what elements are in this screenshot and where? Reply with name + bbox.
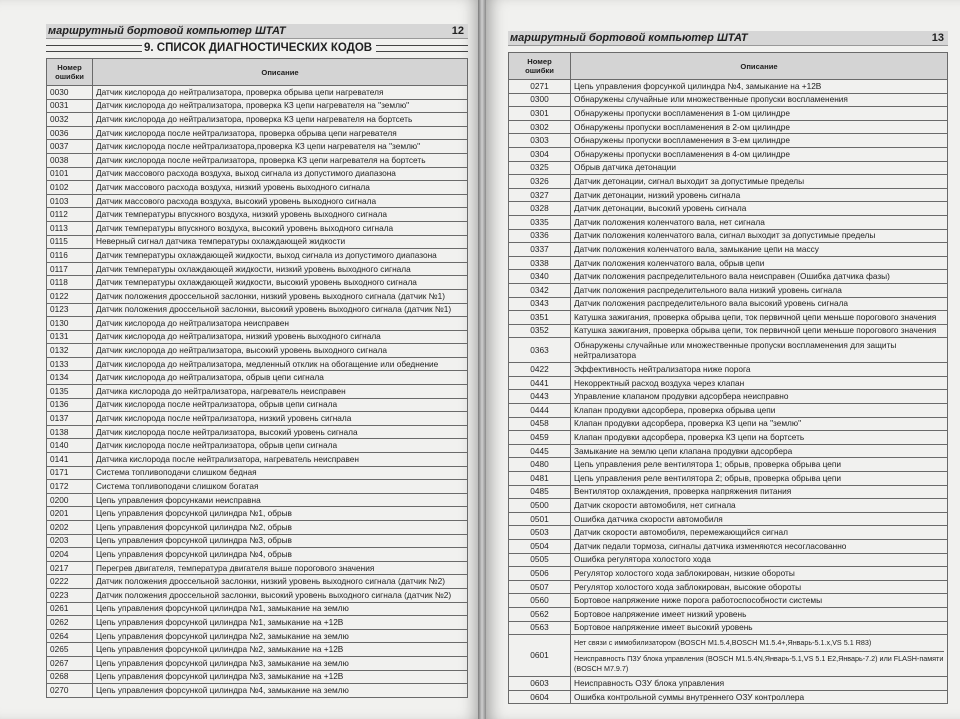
error-description: Датчик положения дроссельной заслонки, низкий уровень выходного сигнала (датчик №2) (93, 575, 468, 589)
col-desc-header: Описание (93, 59, 468, 86)
error-description: Цепь управления форсункой цилиндра №3, замыкание на землю (93, 656, 468, 670)
table-row (47, 371, 468, 385)
table-row (47, 656, 468, 670)
error-code: 0340 (509, 270, 571, 284)
error-description: Датчик кислорода после нейтрализатора, высокий уровень сигнала (93, 425, 468, 439)
error-code: 0031 (47, 99, 93, 113)
error-code: 0603 (509, 677, 571, 691)
table-row (47, 262, 468, 276)
error-code: 0441 (509, 376, 571, 390)
error-description: Цепь управления форсункой цилиндра №4, обрыв (93, 548, 468, 562)
table-row (509, 621, 948, 635)
error-code: 0459 (509, 431, 571, 445)
table-row (47, 344, 468, 358)
error-description: Датчик температуры охлаждающей жидкости, низкий уровень выходного сигнала (93, 262, 468, 276)
error-description: Датчик температуры охлаждающей жидкости, высокий уровень выходного сигнала (93, 276, 468, 290)
table-row (47, 140, 468, 154)
error-description: Система топливоподачи слишком бедная (93, 466, 468, 480)
table-row (509, 297, 948, 311)
col-code-header: Номер ошибки (509, 53, 571, 80)
error-code: 0505 (509, 553, 571, 567)
error-code: 0036 (47, 126, 93, 140)
header-title: маршрутный бортовой компьютер ШТАТ (48, 25, 286, 37)
error-description: Цепь управления форсункой цилиндра №2, замыкание на землю (93, 629, 468, 643)
table-row (509, 417, 948, 431)
error-code: 0204 (47, 548, 93, 562)
error-description: Датчик кислорода до нейтрализатора, проверка обрыва цепи нагревателя (93, 86, 468, 100)
codes-table-left (46, 58, 468, 698)
error-code: 0223 (47, 588, 93, 602)
error-description: Датчик кислорода до нейтрализатора, низкий уровень выходного сигнала (93, 330, 468, 344)
table-row (47, 439, 468, 453)
error-code: 0118 (47, 276, 93, 290)
error-code: 0112 (47, 208, 93, 222)
table-row (47, 181, 468, 195)
table-row (509, 512, 948, 526)
table-row (47, 575, 468, 589)
table-row (47, 235, 468, 249)
error-code: 0601 (509, 635, 571, 677)
table-row (47, 534, 468, 548)
error-description: Цепь управления форсунками неисправна (93, 493, 468, 507)
table-row (47, 588, 468, 602)
error-code: 0300 (509, 93, 571, 107)
table-row (47, 684, 468, 698)
table-row (47, 167, 468, 181)
error-description: Датчик температуры охлаждающей жидкости, выход сигнала из допустимого диапазона (93, 249, 468, 263)
table-row (47, 113, 468, 127)
error-description: Обнаружены случайные или множественные пропуски воспламенения (571, 93, 948, 107)
error-code: 0563 (509, 621, 571, 635)
error-description: Цепь управления форсункой цилиндра №4, замыкание на +12В (571, 80, 948, 94)
table-row (47, 153, 468, 167)
error-description-line: Неисправность ПЗУ блока управления (BOSCH M1.5.4N,Январь-5.1,VS 5.1 E2,Январь-7.2) или FLASH-памяти (BOSCH M7.9.7) (574, 654, 944, 674)
error-code: 0337 (509, 243, 571, 257)
error-description: Датчик положения дроссельной заслонки, низкий уровень выходного сигнала (датчик №1) (93, 289, 468, 303)
error-code: 0506 (509, 567, 571, 581)
error-code: 0201 (47, 507, 93, 521)
table-row (47, 276, 468, 290)
error-code: 0102 (47, 181, 93, 195)
error-description: Датчик детонации, низкий уровень сигнала (571, 188, 948, 202)
table-row (509, 485, 948, 499)
error-code: 0123 (47, 303, 93, 317)
error-description: Датчик кислорода после нейтрализатора, обрыв цепи сигнала (93, 439, 468, 453)
error-description: Регулятор холостого хода заблокирован, высокие обороты (571, 580, 948, 594)
error-code: 0202 (47, 521, 93, 535)
error-code: 0261 (47, 602, 93, 616)
error-description: Замыкание на землю цепи клапана продувки адсорбера (571, 444, 948, 458)
section-rule-left (46, 45, 142, 52)
error-description: Датчик кислорода после нейтрализатора,проверка КЗ цепи нагревателя на "землю" (93, 140, 468, 154)
error-description: Датчик положения коленчатого вала, сигнал выходит за допустимые пределы (571, 229, 948, 243)
table-row (509, 594, 948, 608)
table-row (509, 580, 948, 594)
error-code: 0264 (47, 629, 93, 643)
table-row (47, 521, 468, 535)
error-code: 0327 (509, 188, 571, 202)
error-code: 0270 (47, 684, 93, 698)
error-code: 0560 (509, 594, 571, 608)
error-code: 0458 (509, 417, 571, 431)
table-row (509, 338, 948, 363)
error-code: 0134 (47, 371, 93, 385)
error-description: Обнаружены пропуски воспламенения в 1-ом цилиндре (571, 107, 948, 121)
table-row (509, 80, 948, 94)
error-description: Клапан продувки адсорбера, проверка КЗ цепи на "землю" (571, 417, 948, 431)
error-description: Ошибка регулятора холостого хода (571, 553, 948, 567)
error-description: Датчик кислорода до нейтрализатора, высокий уровень выходного сигнала (93, 344, 468, 358)
table-row (47, 548, 468, 562)
error-code: 0338 (509, 256, 571, 270)
error-description: Датчик кислорода до нейтрализатора неисправен (93, 317, 468, 331)
error-code: 0443 (509, 390, 571, 404)
error-code: 0422 (509, 363, 571, 377)
table-row (47, 493, 468, 507)
table-row (47, 398, 468, 412)
table-row (47, 86, 468, 100)
error-code: 0037 (47, 140, 93, 154)
error-description: Вентилятор охлаждения, проверка напряжения питания (571, 485, 948, 499)
error-description: Датчик положения распределительного вала низкий уровень сигнала (571, 283, 948, 297)
table-row (47, 453, 468, 467)
error-description: Бортовое напряжение имеет низкий уровень (571, 607, 948, 621)
error-code: 0131 (47, 330, 93, 344)
error-description: Эффективность нейтрализатора ниже порога (571, 363, 948, 377)
error-description: Регулятор холостого хода заблокирован, низкие обороты (571, 567, 948, 581)
table-row (509, 404, 948, 418)
left-page (0, 0, 478, 719)
error-code: 0140 (47, 439, 93, 453)
header-title: маршрутный бортовой компьютер ШТАТ (510, 32, 748, 44)
error-code: 0363 (509, 338, 571, 363)
error-code: 0485 (509, 485, 571, 499)
error-code: 0222 (47, 575, 93, 589)
error-code: 0265 (47, 643, 93, 657)
table-row (509, 458, 948, 472)
error-code: 0326 (509, 175, 571, 189)
table-row (47, 670, 468, 684)
error-description: Датчик кислорода до нейтрализатора, проверка КЗ цепи нагревателя на бортсеть (93, 113, 468, 127)
page-header (46, 24, 468, 39)
table-row (47, 616, 468, 630)
error-code: 0481 (509, 472, 571, 486)
error-code: 0504 (509, 540, 571, 554)
table-row (509, 229, 948, 243)
error-description: Датчик детонации, сигнал выходит за допустимые пределы (571, 175, 948, 189)
error-description: Датчик кислорода до нейтрализатора, обрыв цепи сигнала (93, 371, 468, 385)
error-description: Датчик кислорода до нейтрализатора, проверка КЗ цепи нагревателя на "землю" (93, 99, 468, 113)
error-code: 0030 (47, 86, 93, 100)
error-description: Клапан продувки адсорбера, проверка КЗ цепи на бортсеть (571, 431, 948, 445)
error-description: Датчик положения дроссельной заслонки, высокий уровень выходного сигнала (датчик №2) (93, 588, 468, 602)
error-description: Датчик массового расхода воздуха, высокий уровень выходного сигнала (93, 194, 468, 208)
table-header-row (509, 53, 948, 80)
error-description: Датчик массового расхода воздуха, выход сигнала из допустимого диапазона (93, 167, 468, 181)
error-code: 0352 (509, 324, 571, 338)
error-code: 0117 (47, 262, 93, 276)
table-row (47, 303, 468, 317)
table-row (47, 629, 468, 643)
table-row (47, 208, 468, 222)
error-description: Датчик скорости автомобиля, нет сигнала (571, 499, 948, 513)
table-row (509, 376, 948, 390)
error-description: Некорректный расход воздуха через клапан (571, 376, 948, 390)
error-description-line: Нет связи с иммобилизатором (BOSCH M1.5.4,BOSCH M1.5.4+,Январь-5.1.x,VS 5.1 R83) (574, 635, 944, 652)
table-row (509, 147, 948, 161)
error-description: Датчик положения распределительного вала неисправен (Ошибка датчика фазы) (571, 270, 948, 284)
error-code: 0604 (509, 690, 571, 704)
table-header-row (47, 59, 468, 86)
error-description: Неверный сигнал датчика температуры охлаждающей жидкости (93, 235, 468, 249)
error-description: Датчик кислорода после нейтрализатора, проверка КЗ цепи нагревателя на бортсеть (93, 153, 468, 167)
error-description: Датчик положения коленчатого вала, нет сигнала (571, 215, 948, 229)
error-description: Ошибка датчика скорости автомобиля (571, 512, 948, 526)
error-description: Обнаружены случайные или множественные пропуски воспламенения для защиты нейтрализатора (571, 338, 948, 363)
error-code: 0267 (47, 656, 93, 670)
error-description: Катушка зажигания, проверка обрыва цепи, ток первичной цепи меньше порогового значения (571, 311, 948, 325)
table-row (47, 194, 468, 208)
table-row (509, 540, 948, 554)
table-row (47, 289, 468, 303)
error-code: 0171 (47, 466, 93, 480)
error-code: 0141 (47, 453, 93, 467)
error-description: Система топливоподачи слишком богатая (93, 480, 468, 494)
error-code: 0130 (47, 317, 93, 331)
error-description: Цепь управления форсункой цилиндра №2, обрыв (93, 521, 468, 535)
error-description: Датчик положения распределительного вала высокий уровень сигнала (571, 297, 948, 311)
table-row (509, 444, 948, 458)
error-code: 0302 (509, 120, 571, 134)
table-row (509, 472, 948, 486)
error-code: 0500 (509, 499, 571, 513)
error-description: Цепь управления реле вентилятора 1; обрыв, проверка обрыва цепи (571, 458, 948, 472)
error-description: Бортовое напряжение ниже порога работоспособности системы (571, 594, 948, 608)
error-description: Датчик температуры впускного воздуха, высокий уровень выходного сигнала (93, 221, 468, 235)
error-code: 0328 (509, 202, 571, 216)
col-desc-header: Описание (571, 53, 948, 80)
error-code: 0122 (47, 289, 93, 303)
error-description: Катушка зажигания, проверка обрыва цепи, ток первичной цепи меньше порогового значения (571, 324, 948, 338)
table-row (47, 425, 468, 439)
error-code: 0325 (509, 161, 571, 175)
error-code: 0268 (47, 670, 93, 684)
table-row (509, 607, 948, 621)
table-row (509, 134, 948, 148)
error-description: Датчика кислорода после нейтрализатора, нагреватель неисправен (93, 453, 468, 467)
table-row (509, 161, 948, 175)
table-row (47, 412, 468, 426)
table-row (509, 270, 948, 284)
error-code: 0342 (509, 283, 571, 297)
error-code: 0336 (509, 229, 571, 243)
table-row (509, 120, 948, 134)
error-description: Датчик положения дроссельной заслонки, высокий уровень выходного сигнала (датчик №1) (93, 303, 468, 317)
table-row (509, 499, 948, 513)
error-description: Цепь управления реле вентилятора 2; обрыв, проверка обрыва цепи (571, 472, 948, 486)
table-row (509, 283, 948, 297)
error-description: Клапан продувки адсорбера, проверка обрыва цепи (571, 404, 948, 418)
table-row (47, 643, 468, 657)
table-row (47, 221, 468, 235)
error-description: Датчик кислорода до нейтрализатора, медленный отклик на обогащение или обеднение (93, 357, 468, 371)
table-row (47, 126, 468, 140)
error-description: Цепь управления форсункой цилиндра №1, замыкание на землю (93, 602, 468, 616)
table-row (509, 215, 948, 229)
error-code: 0115 (47, 235, 93, 249)
table-row (47, 561, 468, 575)
table-row (47, 99, 468, 113)
error-description: Обнаружены пропуски воспламенения в 3-ем цилиндре (571, 134, 948, 148)
error-code: 0136 (47, 398, 93, 412)
table-row (509, 635, 948, 677)
error-description (571, 635, 948, 677)
error-code: 0262 (47, 616, 93, 630)
table-row (47, 357, 468, 371)
right-page (486, 0, 960, 719)
error-code: 0172 (47, 480, 93, 494)
section-rule-right (376, 45, 468, 52)
page-number: 12 (451, 25, 464, 37)
error-code: 0200 (47, 493, 93, 507)
error-code: 0445 (509, 444, 571, 458)
table-row (509, 311, 948, 325)
error-description: Цепь управления форсункой цилиндра №1, замыкание на +12В (93, 616, 468, 630)
table-row (509, 390, 948, 404)
error-code: 0351 (509, 311, 571, 325)
error-description: Цепь управления форсункой цилиндра №1, обрыв (93, 507, 468, 521)
table-row (509, 690, 948, 704)
error-code: 0444 (509, 404, 571, 418)
table-row (47, 602, 468, 616)
error-code: 0203 (47, 534, 93, 548)
error-code: 0562 (509, 607, 571, 621)
book-spine (478, 0, 486, 719)
error-code: 0032 (47, 113, 93, 127)
error-description: Цепь управления форсункой цилиндра №3, замыкание на +12В (93, 670, 468, 684)
error-code: 0103 (47, 194, 93, 208)
table-row (47, 480, 468, 494)
table-row (509, 107, 948, 121)
error-description: Датчик педали тормоза, сигналы датчика изменяются несогласованно (571, 540, 948, 554)
error-code: 0343 (509, 297, 571, 311)
error-description: Датчик положения коленчатого вала, обрыв цепи (571, 256, 948, 270)
table-row (509, 567, 948, 581)
error-description: Датчик положения коленчатого вала, замыкание цепи на массу (571, 243, 948, 257)
table-row (47, 330, 468, 344)
error-description: Датчик скорости автомобиля, перемежающийся сигнал (571, 526, 948, 540)
table-row (509, 243, 948, 257)
error-code: 0038 (47, 153, 93, 167)
table-row (47, 317, 468, 331)
table-row (509, 175, 948, 189)
error-description: Датчик кислорода после нейтрализатора, проверка обрыва цепи нагревателя (93, 126, 468, 140)
error-code: 0135 (47, 385, 93, 399)
error-code: 0132 (47, 344, 93, 358)
error-code: 0101 (47, 167, 93, 181)
table-row (47, 249, 468, 263)
error-description: Цепь управления форсункой цилиндра №4, замыкание на землю (93, 684, 468, 698)
table-row (509, 256, 948, 270)
error-code: 0138 (47, 425, 93, 439)
error-description: Ошибка контрольной суммы внутреннего ОЗУ контроллера (571, 690, 948, 704)
error-description: Датчик кислорода после нейтрализатора, низкий уровень сигнала (93, 412, 468, 426)
error-description: Цепь управления форсункой цилиндра №2, замыкание на +12В (93, 643, 468, 657)
page-number: 13 (931, 32, 944, 44)
error-description: Датчик массового расхода воздуха, низкий уровень выходного сигнала (93, 181, 468, 195)
table-row (509, 431, 948, 445)
table-row (509, 526, 948, 540)
page-header (508, 31, 948, 46)
table-row (509, 202, 948, 216)
error-code: 0271 (509, 80, 571, 94)
col-code-header: Номер ошибки (47, 59, 93, 86)
error-code: 0303 (509, 134, 571, 148)
table-row (509, 677, 948, 691)
error-description: Обнаружены пропуски воспламенения в 4-ом цилиндре (571, 147, 948, 161)
error-code: 0116 (47, 249, 93, 263)
table-row (509, 93, 948, 107)
error-description: Обрыв датчика детонации (571, 161, 948, 175)
error-code: 0304 (509, 147, 571, 161)
error-description: Цепь управления форсункой цилиндра №3, обрыв (93, 534, 468, 548)
error-description: Датчик температуры впускного воздуха, низкий уровень выходного сигнала (93, 208, 468, 222)
error-code: 0301 (509, 107, 571, 121)
error-description: Датчика кислорода до нейтрализатора, нагреватель неисправен (93, 385, 468, 399)
codes-table-body (47, 86, 468, 698)
table-row (509, 188, 948, 202)
error-description: Обнаружены пропуски воспламенения в 2-ом цилиндре (571, 120, 948, 134)
error-description: Датчик детонации, высокий уровень сигнала (571, 202, 948, 216)
codes-table-right (508, 52, 948, 704)
table-row (509, 553, 948, 567)
error-code: 0480 (509, 458, 571, 472)
table-row (509, 324, 948, 338)
error-code: 0507 (509, 580, 571, 594)
error-code: 0137 (47, 412, 93, 426)
error-code: 0335 (509, 215, 571, 229)
error-description: Датчик кислорода после нейтрализатора, обрыв цепи сигнала (93, 398, 468, 412)
error-description: Управление клапаном продувки адсорбера неисправно (571, 390, 948, 404)
table-row (47, 466, 468, 480)
table-row (47, 507, 468, 521)
section-title: 9. СПИСОК ДИАГНОСТИЧЕСКИХ КОДОВ (144, 42, 373, 54)
error-code: 0133 (47, 357, 93, 371)
error-code: 0503 (509, 526, 571, 540)
codes-table-body (509, 80, 948, 704)
error-code: 0113 (47, 221, 93, 235)
error-description: Перегрев двигателя, температура двигателя выше порогового значения (93, 561, 468, 575)
table-row (47, 385, 468, 399)
error-description: Неисправность ОЗУ блока управления (571, 677, 948, 691)
error-description: Бортовое напряжение имеет высокий уровень (571, 621, 948, 635)
error-code: 0217 (47, 561, 93, 575)
section-heading (46, 41, 468, 55)
error-code: 0501 (509, 512, 571, 526)
table-row (509, 363, 948, 377)
